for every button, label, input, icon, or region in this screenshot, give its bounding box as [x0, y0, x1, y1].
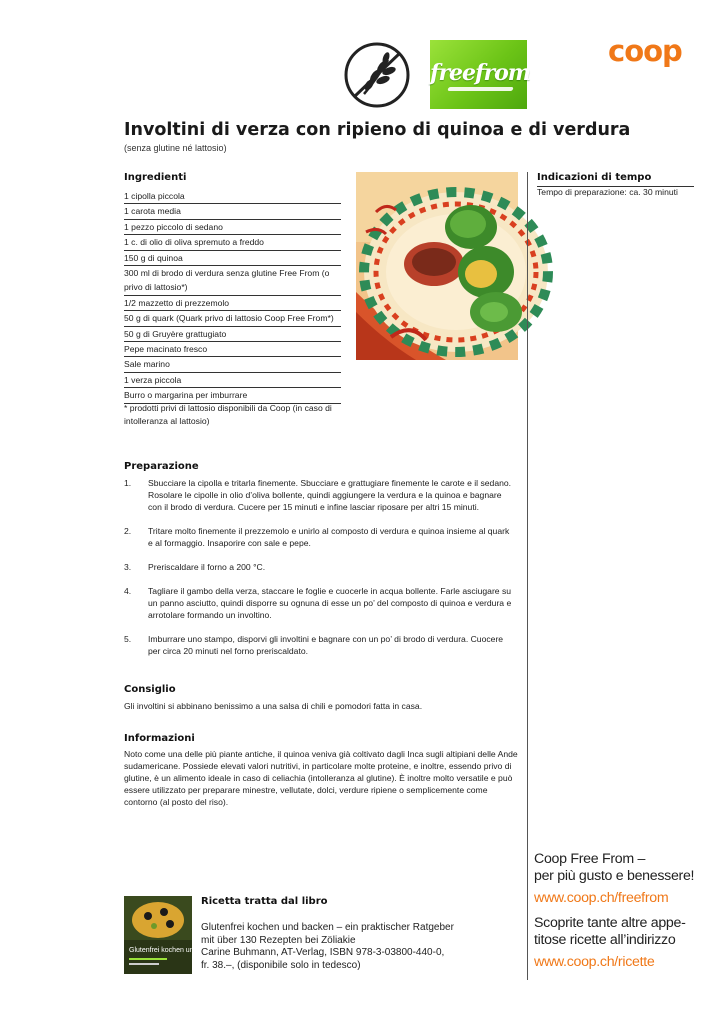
ingredient-item: 1 c. di olio di oliva spremuto a freddo [124, 235, 341, 250]
book-details [201, 922, 521, 972]
recipe-title: Involtini di verza con ripieno di quinoa e di verdura [124, 120, 631, 140]
freefrom-swoosh [447, 87, 513, 91]
column-divider [527, 172, 528, 980]
promo-line: Scoprite tante altre appe- [534, 915, 686, 931]
step-number: 3. [124, 562, 132, 572]
promo-box [534, 851, 719, 971]
book-line: mit über 130 Rezepten bei Zöliakie [201, 934, 356, 946]
prep-step [124, 525, 516, 549]
prep-step [124, 477, 516, 513]
ingredient-item: 300 ml di brodo di verdura senza glutine Free From (o privo di lattosio*) [124, 266, 341, 296]
step-number: 4. [124, 586, 132, 596]
ingredient-item: 1 verza piccola [124, 373, 341, 388]
stuffed-cabbage-photo [356, 172, 518, 360]
book-line: Carine Buhmann, AT-Verlag, ISBN 978-3-03800-440-0, [201, 947, 445, 958]
book-cover-image [124, 896, 223, 974]
ricette-link[interactable]: www.coop.ch/ricette [534, 954, 655, 970]
tip-text: Gli involtini si abbinano benissimo a una salsa di chili e pomodori fatta in casa. [124, 701, 423, 711]
ingredient-item: 1 pezzo piccolo di sedano [124, 220, 341, 235]
book-line: fr. 38.–, (disponibile solo in tedesco) [201, 959, 361, 971]
prep-step [124, 633, 516, 657]
preparation-steps [124, 477, 516, 669]
ingredient-item: 50 g di Gruyère grattugiato [124, 327, 341, 342]
step-text: Sbucciare la cipolla e tritarla finemente. Sbucciare e grattugiare finemente le carote e il sedano. Rosolare le cipolle in olio d’oliva bollente, quindi aggiungere la verdura e la quinoa e bagnare con il brodo di verdura. Cucere per 15 minuti e infine lasciar riposare per altri 15 minuti. [148, 478, 512, 512]
ingredient-item: Burro o margarina per imburrare [124, 388, 341, 403]
ingredient-item: 1/2 mazzetto di prezzemolo [124, 296, 341, 311]
tip-heading: Consiglio [124, 684, 176, 695]
book-cover-illustration [124, 896, 223, 974]
step-text: Tagliare il gambo della verza, staccare le foglie e cuocerle in acqua bollente. Farle asciugare su un panno asciutto, quindi disporre su ognuna di esse un po’ del composto di quinoa e verdura e arrotolare formando un involtino. [148, 586, 512, 620]
ingredient-item: 150 g di quinoa [124, 251, 341, 266]
recipe-subtitle: (senza glutine né lattosio) [124, 143, 227, 153]
ingredients-note: * prodotti privi di lattosio disponibili da Coop (in caso di intolleranza al lattosio) [124, 403, 332, 426]
book-line: Glutenfrei kochen und backen – ein praktischer Ratgeber [201, 922, 454, 933]
coop-logo: coop [608, 34, 682, 68]
time-heading: Indicazioni di tempo [537, 172, 694, 187]
book-cover-title: Glutenfrei kochen und backen [129, 947, 223, 954]
freefrom-link[interactable]: www.coop.ch/freefrom [534, 890, 669, 906]
promo-line: per più gusto e benessere! [534, 868, 695, 884]
promo-line: Coop Free From – [534, 851, 646, 867]
step-number: 1. [124, 478, 132, 488]
recipe-photo [356, 172, 518, 360]
ingredient-item: Sale marino [124, 357, 341, 372]
prep-time-text: Tempo di preparazione: ca. 30 minuti [537, 187, 678, 197]
ingredients-heading: Ingredienti [124, 172, 187, 183]
step-number: 2. [124, 526, 132, 536]
freefrom-logo-text: freefrom [430, 60, 531, 86]
book-heading: Ricetta tratta dal libro [201, 896, 328, 907]
freefrom-logo [430, 40, 531, 109]
step-text: Tritare molto finemente il prezzemolo e unirlo al composto di verdura e quinoa insieme al quark e al formaggio. Insaporire con sale e pepe. [148, 526, 510, 548]
ingredients-list [124, 189, 341, 404]
step-text: Preriscaldare il forno a 200 °C. [148, 562, 266, 572]
crossed-grain-icon [342, 40, 412, 110]
preparation-heading: Preparazione [124, 461, 199, 472]
ingredient-item: 1 carota media [124, 204, 341, 219]
promo-line: titose ricette all’indirizzo [534, 932, 676, 948]
ingredient-item: 50 g di quark (Quark privo di lattosio Coop Free From*) [124, 311, 341, 326]
step-text: Imburrare uno stampo, disporvi gli involtini e bagnare con un po’ di brodo di verdura. Cuocere per circa 20 minuti nel forno preriscaldato. [148, 634, 504, 656]
gluten-free-logo [342, 40, 412, 110]
prep-step [124, 561, 516, 573]
ingredient-item: 1 cipolla piccola [124, 189, 341, 204]
prep-step [124, 585, 516, 621]
ingredient-item: Pepe macinato fresco [124, 342, 341, 357]
info-heading: Informazioni [124, 733, 195, 744]
info-text: Noto come una delle più piante antiche, il quinoa veniva già coltivato dagli Inca sugli altipiani delle Ande sudamericane. Possiede elevati valori nutritivi, in particolare molte proteine, e inoltre, essendo privo di glutine, è un alimento ideale in caso di celiachia (intolleranza al glutine). È inoltre molto versatile e può essere utilizzato per preparare minestre, vellutate, dolci, verdure ripiene o semplicemente come contorno (al posto del riso). [124, 749, 518, 807]
step-number: 5. [124, 634, 132, 644]
